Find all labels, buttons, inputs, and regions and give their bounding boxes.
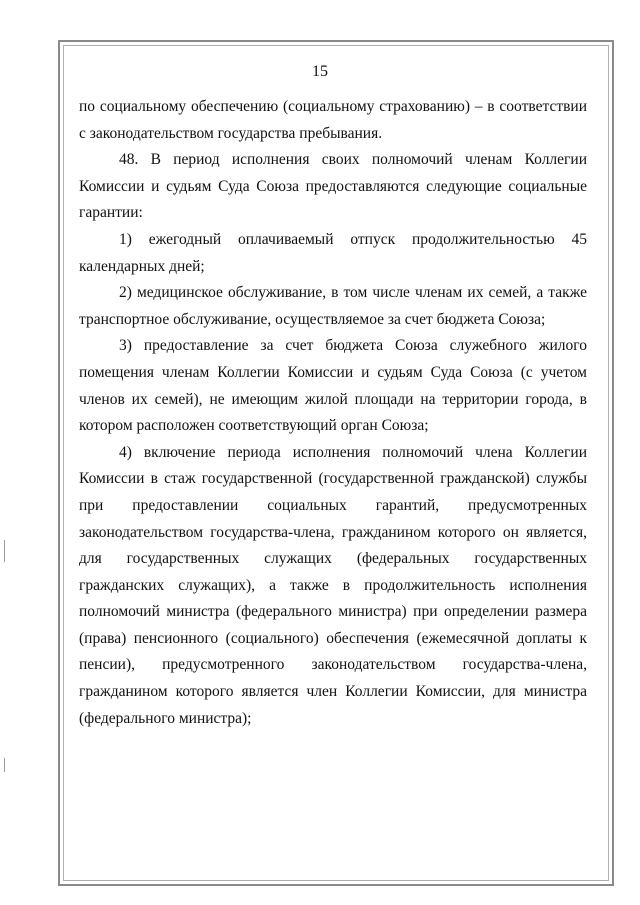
scan-edge-mark — [4, 758, 5, 772]
list-item-2: 2) медицинское обслуживание, в том числе членам их семей, а также транспортное обслуживание, осуществляемое за счет бюджета Союза; — [79, 284, 587, 328]
document-body — [79, 94, 587, 732]
scan-edge-mark — [4, 540, 5, 562]
list-item-1: 1) ежегодный оплачиваемый отпуск продолжительностью 45 календарных дней; — [79, 230, 587, 275]
list-item-3: 3) предоставление за счет бюджета Союза служебного жилого помещения членам Коллегии Комиссии и судьям Суда Союза (с учетом членов их семей), не имеющим жилой площади на территории города, в котором расположен соответствующий орган Союза; — [79, 337, 587, 435]
paragraph-48: 48. В период исполнения своих полномочий членам Коллегии Комиссии и судьям Суда Союза предоставляются следующие социальные гарантии: — [79, 151, 587, 222]
list-item-4: 4) включение периода исполнения полномочий члена Коллегии Комиссии в стаж государственной (государственной гражданской) службы при предоставлении социальных гарантий, предусмотренных законодательством государства-члена, гражданином которого он является, для государственных служащих (федеральных государственных гражданских служащих), а также в продолжительность исполнения полномочий министра (федерального министра) при определении размера (права) пенсионного (социального) обеспечения (ежемесячной доплаты к пенсии), предусмотренного законодательством государства-члена, гражданином которого является член Коллегии Комиссии, для министра (федерального министра); — [79, 443, 587, 727]
paragraph-continuation: по социальному обеспечению (социальному страхованию) – в соответствии с законодательством государства пребывания. — [79, 98, 587, 142]
page-number: 15 — [312, 63, 328, 80]
